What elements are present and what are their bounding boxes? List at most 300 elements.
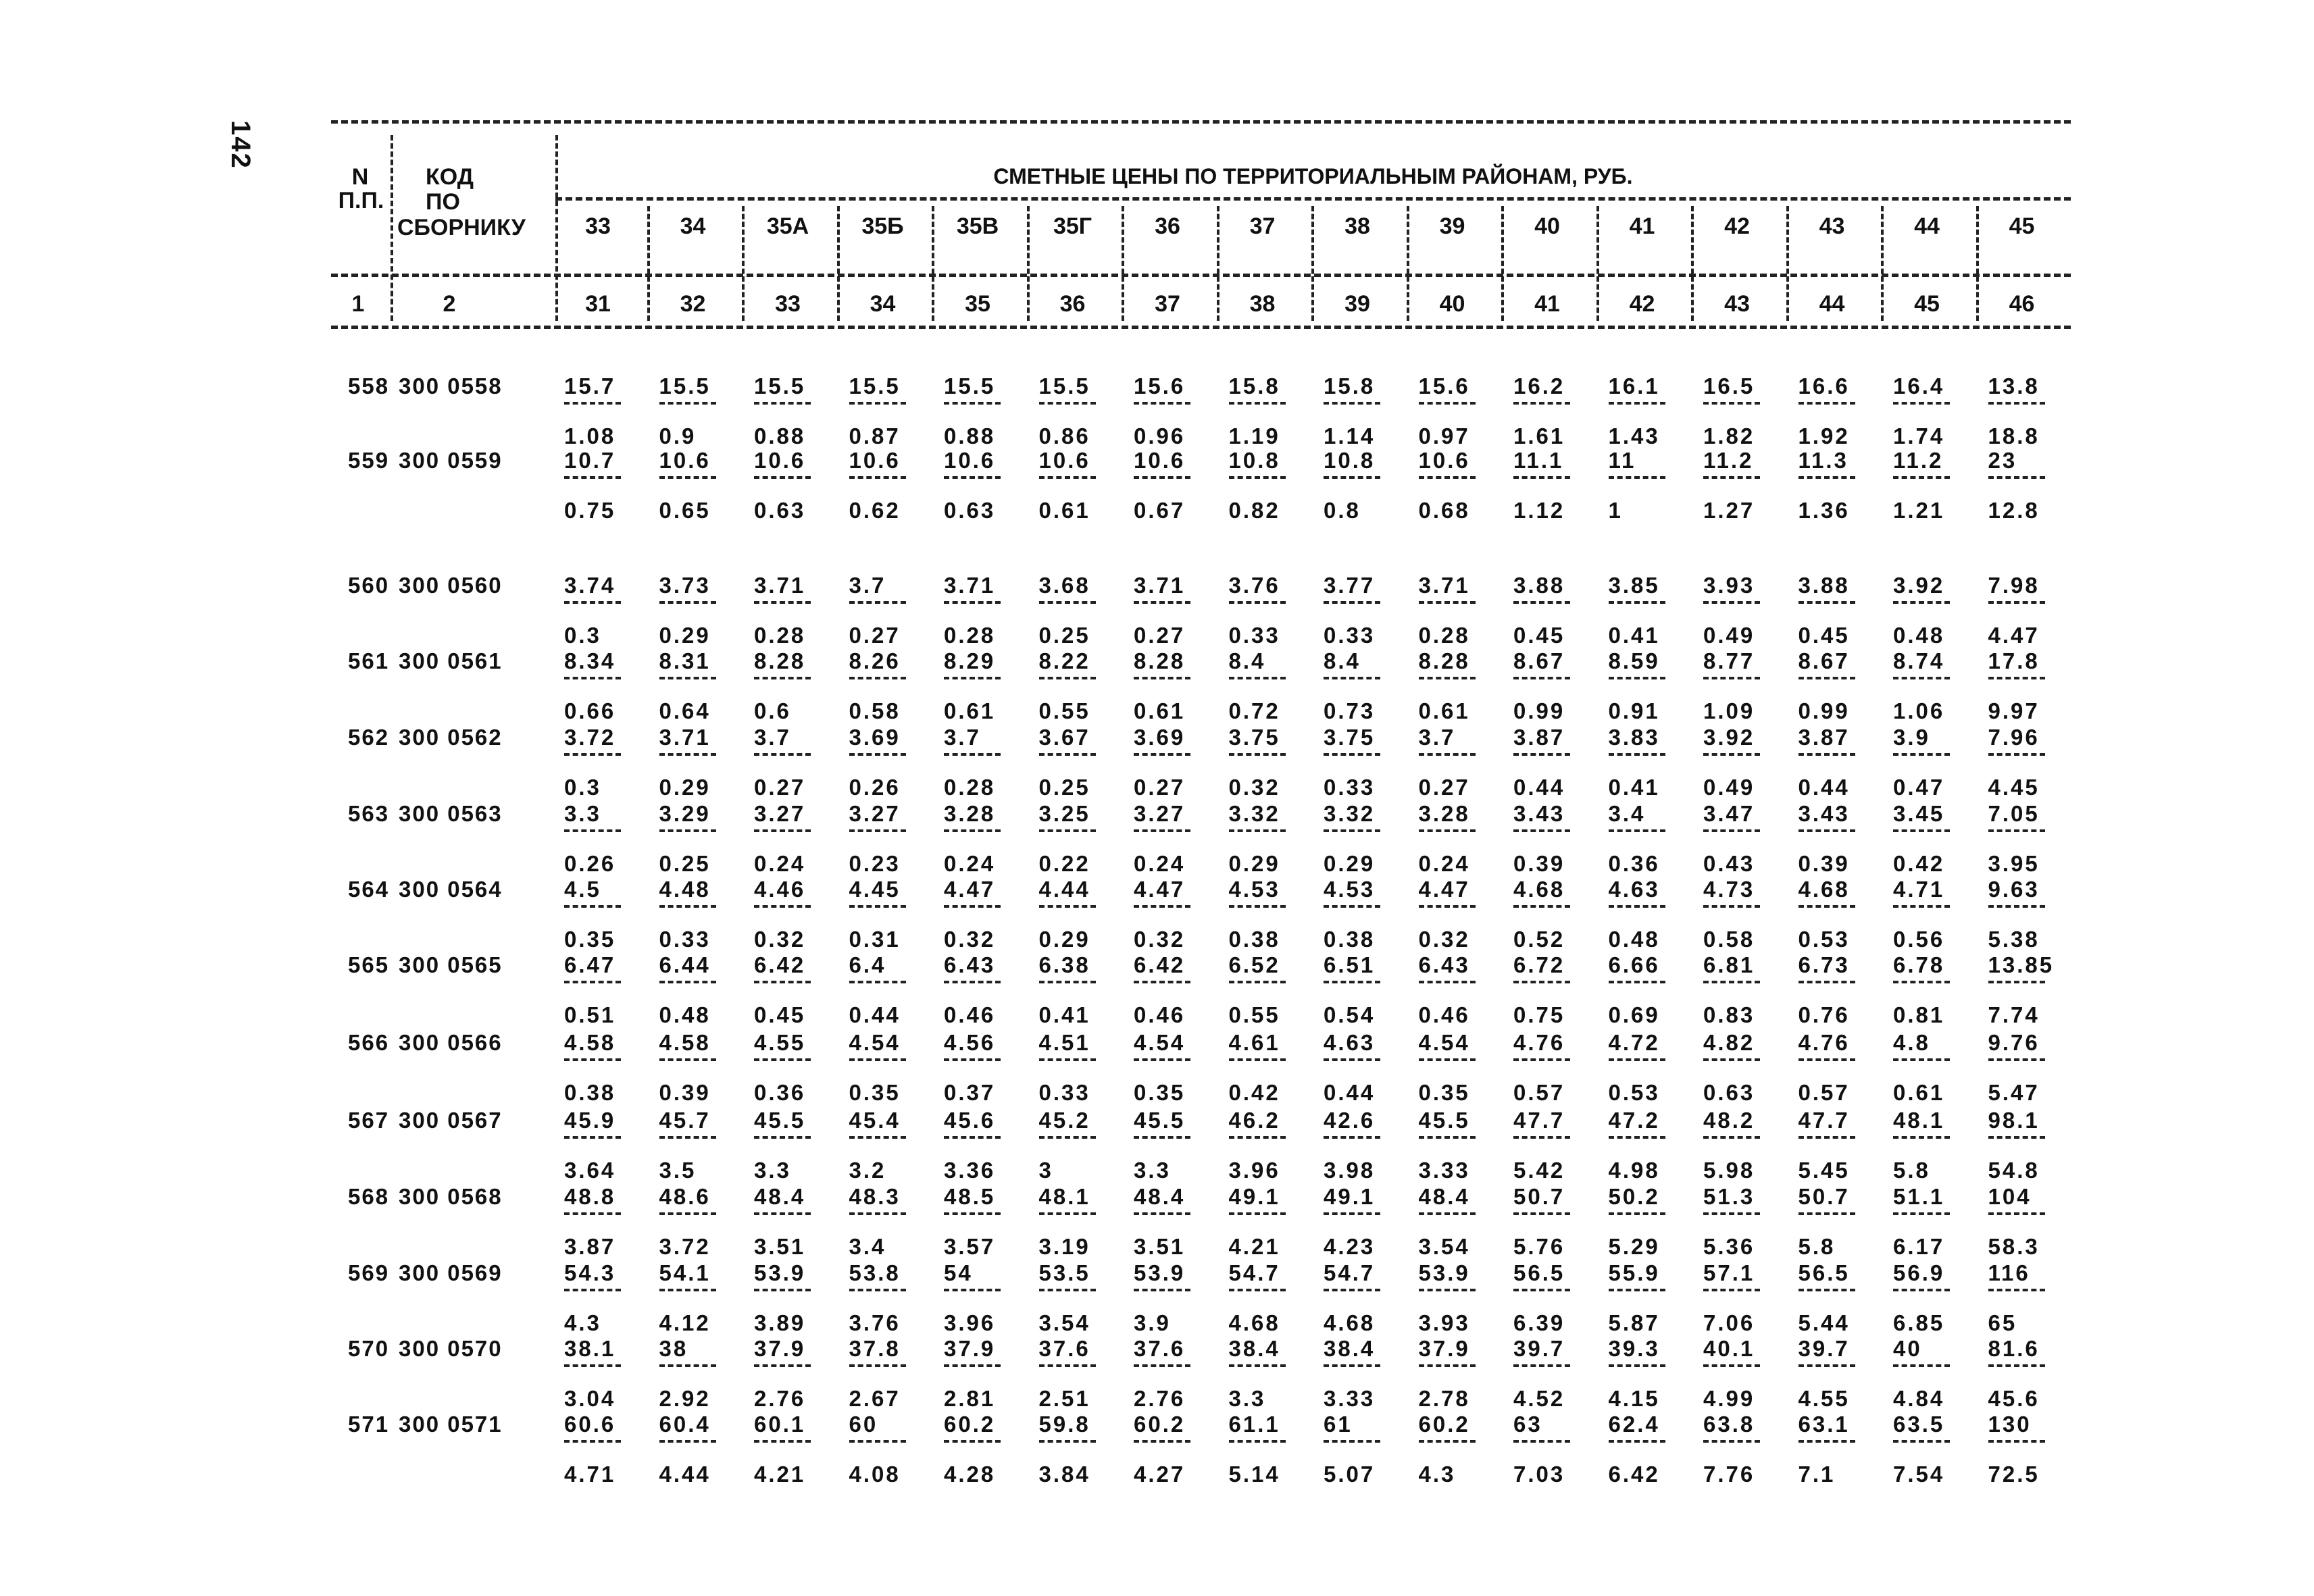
fraction-dash <box>1134 1289 1190 1291</box>
price-value: 4.47 <box>1418 877 1470 902</box>
fraction-dash <box>564 905 621 908</box>
fraction-dash <box>944 829 1001 832</box>
header-region-1: 34 <box>680 213 706 239</box>
fraction-dash <box>944 402 1001 405</box>
price-value-secondary: 0.29 <box>1228 851 1280 876</box>
fraction-dash <box>1419 1212 1476 1215</box>
fraction-dash <box>1324 1364 1380 1367</box>
price-value: 16.2 <box>1513 374 1565 398</box>
fraction-dash <box>1513 677 1570 679</box>
price-value: 38 <box>659 1336 688 1361</box>
price-value-secondary: 45.6 <box>1988 1386 2040 1411</box>
fraction-dash <box>944 476 1001 479</box>
price-value: 3.7 <box>944 725 981 750</box>
fraction-dash <box>944 677 1001 679</box>
fraction-dash <box>659 1364 716 1367</box>
price-value: 3.67 <box>1038 725 1090 750</box>
price-value: 3.68 <box>1038 573 1090 598</box>
price-value-secondary: 0.26 <box>849 775 901 800</box>
price-value: 4.54 <box>1418 1030 1470 1055</box>
region-separator <box>1027 206 1030 321</box>
fraction-dash <box>1039 476 1096 479</box>
price-value: 48.3 <box>849 1184 901 1209</box>
price-value: 3.76 <box>1228 573 1280 598</box>
header-col-n2: П.П. <box>338 188 384 213</box>
price-value-secondary: 0.49 <box>1703 775 1755 800</box>
price-value-secondary: 0.33 <box>1228 623 1280 648</box>
header-region-15: 45 <box>2009 213 2035 239</box>
price-value: 45.7 <box>659 1108 711 1133</box>
price-value: 3.71 <box>659 725 711 750</box>
price-value-secondary: 0.97 <box>1418 423 1470 448</box>
price-value: 3.93 <box>1703 573 1755 598</box>
price-value-secondary: 0.47 <box>1893 775 1945 800</box>
header-separator <box>391 135 393 321</box>
fraction-dash <box>1799 1058 1855 1061</box>
price-value: 8.59 <box>1608 648 1660 673</box>
price-value: 11.2 <box>1703 448 1754 473</box>
price-value: 10.8 <box>1228 448 1280 473</box>
column-number-4: 33 <box>775 291 801 317</box>
price-value: 4.58 <box>659 1030 711 1055</box>
fraction-dash <box>659 981 716 983</box>
price-value: 3.32 <box>1228 801 1280 826</box>
price-value-secondary: 5.76 <box>1513 1234 1565 1259</box>
price-value-secondary: 2.78 <box>1418 1386 1470 1411</box>
price-value-secondary: 1.09 <box>1703 698 1755 723</box>
fraction-dash <box>659 601 716 604</box>
price-value-secondary: 0.38 <box>564 1080 616 1105</box>
price-value: 48.4 <box>1134 1184 1186 1209</box>
price-value-secondary: 4.21 <box>754 1462 806 1487</box>
price-value-secondary: 0.72 <box>1228 698 1280 723</box>
fraction-dash <box>1134 677 1190 679</box>
price-value: 13.85 <box>1988 952 2055 977</box>
fraction-dash <box>1799 402 1855 405</box>
row-code: 300 0564 <box>399 877 503 902</box>
price-value: 48.4 <box>1418 1184 1470 1209</box>
row-number: 563 <box>348 801 390 826</box>
fraction-dash <box>754 677 811 679</box>
fraction-dash <box>1419 829 1476 832</box>
fraction-dash <box>1419 1058 1476 1061</box>
price-value: 81.6 <box>1988 1336 2040 1361</box>
fraction-dash <box>1609 1212 1665 1215</box>
fraction-dash <box>1799 829 1855 832</box>
price-value: 4.61 <box>1228 1030 1280 1055</box>
price-value: 37.6 <box>1038 1336 1090 1361</box>
column-number-7: 36 <box>1059 291 1086 317</box>
price-value-secondary: 0.48 <box>1893 623 1945 648</box>
fraction-dash <box>1039 1058 1096 1061</box>
row-code: 300 0559 <box>399 448 503 473</box>
fraction-dash <box>1513 1289 1570 1291</box>
fraction-dash <box>1134 1136 1190 1139</box>
price-value-secondary: 4.08 <box>849 1462 901 1487</box>
fraction-dash <box>1609 601 1665 604</box>
fraction-dash <box>1703 1289 1760 1291</box>
price-value-secondary: 1.92 <box>1798 423 1850 448</box>
fraction-dash <box>1039 981 1096 983</box>
fraction-dash <box>1134 829 1190 832</box>
fraction-dash <box>1893 677 1950 679</box>
price-value-secondary: 0.35 <box>1418 1080 1470 1105</box>
fraction-dash <box>1324 1289 1380 1291</box>
price-value-secondary: 0.22 <box>1038 851 1090 876</box>
price-value-secondary: 0.62 <box>849 498 901 523</box>
fraction-dash <box>1134 753 1190 756</box>
fraction-dash <box>1703 905 1760 908</box>
price-value-secondary: 0.88 <box>944 423 996 448</box>
price-value: 4.54 <box>1134 1030 1186 1055</box>
fraction-dash <box>1419 677 1476 679</box>
price-value: 15.5 <box>659 374 711 398</box>
price-value: 6.51 <box>1324 952 1376 977</box>
fraction-dash <box>1988 753 2045 756</box>
fraction-dash <box>1703 1212 1760 1215</box>
price-value-secondary: 4.21 <box>1228 1234 1280 1259</box>
fraction-dash <box>564 1364 621 1367</box>
fraction-dash <box>1324 981 1380 983</box>
price-value-secondary: 7.76 <box>1703 1462 1755 1487</box>
fraction-dash <box>1229 601 1286 604</box>
price-value-secondary: 4.71 <box>564 1462 616 1487</box>
price-value-secondary: 0.23 <box>849 851 901 876</box>
price-value-secondary: 0.37 <box>944 1080 996 1105</box>
header-col-code-2: ПО <box>426 189 460 215</box>
price-value-secondary: 3.87 <box>564 1234 616 1259</box>
price-value: 6.42 <box>754 952 806 977</box>
fraction-dash <box>564 476 621 479</box>
fraction-dash <box>849 1212 906 1215</box>
fraction-dash <box>1609 1364 1665 1367</box>
fraction-dash <box>1703 1058 1760 1061</box>
price-value-secondary: 0.56 <box>1893 927 1945 952</box>
fraction-dash <box>1609 1058 1665 1061</box>
price-value: 8.22 <box>1038 648 1090 673</box>
price-value: 16.4 <box>1893 374 1945 398</box>
header-region-13: 43 <box>1819 213 1845 239</box>
fraction-dash <box>1513 1440 1570 1443</box>
price-value: 4.5 <box>564 877 601 902</box>
fraction-dash <box>1893 905 1950 908</box>
fraction-dash <box>1609 1289 1665 1291</box>
price-value: 15.5 <box>754 374 806 398</box>
fraction-dash <box>1703 402 1760 405</box>
price-value-secondary: 54.8 <box>1988 1158 2040 1183</box>
price-value: 3.9 <box>1893 725 1930 750</box>
price-value-secondary: 3.95 <box>1988 851 2040 876</box>
region-separator <box>1976 206 1979 321</box>
price-value: 48.4 <box>754 1184 806 1209</box>
header-region-9: 39 <box>1439 213 1465 239</box>
price-value: 3.27 <box>754 801 806 826</box>
price-value: 4.51 <box>1038 1030 1090 1055</box>
price-value: 15.5 <box>944 374 996 398</box>
price-value: 60.6 <box>564 1412 616 1437</box>
price-value: 4.76 <box>1798 1030 1850 1055</box>
price-value: 37.9 <box>1418 1336 1470 1361</box>
fraction-dash <box>1893 476 1950 479</box>
price-value-secondary: 0.41 <box>1608 623 1660 648</box>
fraction-dash <box>849 905 906 908</box>
column-number-6: 35 <box>965 291 990 317</box>
price-value-secondary: 1.82 <box>1703 423 1755 448</box>
fraction-dash <box>754 981 811 983</box>
price-value-secondary: 0.28 <box>1418 623 1470 648</box>
price-value-secondary: 5.36 <box>1703 1234 1755 1259</box>
region-separator <box>932 206 934 321</box>
price-value-secondary: 4.3 <box>564 1310 601 1335</box>
price-value-secondary: 0.66 <box>564 698 616 723</box>
price-value: 45.4 <box>849 1108 901 1133</box>
price-value-secondary: 3.4 <box>849 1234 886 1259</box>
price-value-secondary: 65 <box>1988 1310 2017 1335</box>
fraction-dash <box>564 1136 621 1139</box>
fraction-dash <box>1324 1136 1380 1139</box>
row-code: 300 0566 <box>399 1030 503 1055</box>
price-value: 53.8 <box>849 1260 901 1285</box>
row-number: 569 <box>348 1260 390 1285</box>
price-value: 4.54 <box>849 1030 901 1055</box>
price-value: 9.63 <box>1988 877 2040 902</box>
price-value: 6.81 <box>1703 952 1755 977</box>
price-value-secondary: 7.1 <box>1798 1462 1836 1487</box>
price-value: 3.83 <box>1608 725 1660 750</box>
fraction-dash <box>1799 1289 1855 1291</box>
price-value-secondary: 0.76 <box>1798 1002 1850 1027</box>
price-value: 15.5 <box>849 374 901 398</box>
fraction-dash <box>1703 1364 1760 1367</box>
fraction-dash <box>1703 981 1760 983</box>
fraction-dash <box>1988 476 2045 479</box>
fraction-dash <box>1609 1136 1665 1139</box>
price-value: 37.8 <box>849 1336 901 1361</box>
fraction-dash <box>564 753 621 756</box>
fraction-dash <box>1229 1440 1286 1443</box>
price-value: 4.55 <box>754 1030 806 1055</box>
fraction-dash <box>1893 1212 1950 1215</box>
price-value-secondary: 0.28 <box>944 623 996 648</box>
fraction-dash <box>659 1136 716 1139</box>
price-value: 11 <box>1608 448 1636 473</box>
region-separator <box>837 206 840 321</box>
price-value-secondary: 3.5 <box>659 1158 697 1183</box>
fraction-dash <box>849 402 906 405</box>
price-value: 3.43 <box>1513 801 1565 826</box>
price-value-secondary: 0.31 <box>849 927 901 952</box>
header-region-11: 41 <box>1629 213 1655 239</box>
price-value: 60.2 <box>1134 1412 1186 1437</box>
fraction-dash <box>659 905 716 908</box>
fraction-dash <box>1893 829 1950 832</box>
fraction-dash <box>1324 677 1380 679</box>
price-value-secondary: 0.61 <box>1038 498 1090 523</box>
fraction-dash <box>1229 1289 1286 1291</box>
price-value: 3.87 <box>1513 725 1565 750</box>
fraction-dash <box>1419 1364 1476 1367</box>
column-number-15: 44 <box>1819 291 1845 317</box>
price-value-secondary: 0.24 <box>1418 851 1470 876</box>
fraction-dash <box>1039 1440 1096 1443</box>
fraction-dash <box>754 476 811 479</box>
price-value: 16.5 <box>1703 374 1755 398</box>
fraction-dash <box>754 1289 811 1291</box>
price-value-secondary: 3 <box>1038 1158 1053 1183</box>
price-value-secondary: 3.76 <box>849 1310 901 1335</box>
price-value-secondary: 5.8 <box>1798 1234 1836 1259</box>
price-value-secondary: 0.35 <box>849 1080 901 1105</box>
price-value: 4.82 <box>1703 1030 1755 1055</box>
price-value-secondary: 0.46 <box>1418 1002 1470 1027</box>
header-mid-rule <box>331 274 2071 277</box>
fraction-dash <box>1988 1136 2045 1139</box>
price-value: 4.8 <box>1893 1030 1930 1055</box>
price-value-secondary: 4.47 <box>1988 623 2040 648</box>
price-value: 23 <box>1988 448 2017 473</box>
price-value: 8.34 <box>564 648 616 673</box>
price-value: 6.38 <box>1038 952 1090 977</box>
fraction-dash <box>659 402 716 405</box>
fraction-dash <box>1513 981 1570 983</box>
fraction-dash <box>1134 981 1190 983</box>
fraction-dash <box>944 753 1001 756</box>
fraction-dash <box>1513 601 1570 604</box>
price-value-secondary: 0.41 <box>1038 1002 1090 1027</box>
price-value-secondary: 0.45 <box>1513 623 1565 648</box>
price-value: 4.46 <box>754 877 806 902</box>
price-value-secondary: 0.88 <box>754 423 806 448</box>
price-value-secondary: 5.44 <box>1798 1310 1850 1335</box>
fraction-dash <box>754 1058 811 1061</box>
price-value: 47.7 <box>1513 1108 1565 1133</box>
price-value: 9.76 <box>1988 1030 2040 1055</box>
header-region-4: 35В <box>956 213 999 239</box>
price-value-secondary: 0.26 <box>564 851 616 876</box>
fraction-dash <box>1988 829 2045 832</box>
price-value-secondary: 0.27 <box>754 775 806 800</box>
price-value-secondary: 0.27 <box>849 623 901 648</box>
price-value: 3.7 <box>1418 725 1456 750</box>
price-value: 15.7 <box>564 374 616 398</box>
price-value-secondary: 4.45 <box>1988 775 2040 800</box>
price-value-secondary: 0.24 <box>1134 851 1186 876</box>
fraction-dash <box>1324 829 1380 832</box>
region-separator <box>1691 206 1694 321</box>
fraction-dash <box>1419 981 1476 983</box>
price-value-secondary: 0.99 <box>1513 698 1565 723</box>
fraction-dash <box>564 1212 621 1215</box>
fraction-dash <box>1893 1058 1950 1061</box>
price-value-secondary: 0.57 <box>1798 1080 1850 1105</box>
price-value: 4.53 <box>1324 877 1376 902</box>
fraction-dash <box>754 402 811 405</box>
fraction-dash <box>564 1058 621 1061</box>
fraction-dash <box>1134 476 1190 479</box>
fraction-dash <box>1419 1136 1476 1139</box>
fraction-dash <box>944 1289 1001 1291</box>
price-value: 49.1 <box>1228 1184 1280 1209</box>
price-value: 3.69 <box>1134 725 1186 750</box>
price-value: 39.7 <box>1798 1336 1850 1361</box>
fraction-dash <box>1988 981 2045 983</box>
row-number: 559 <box>348 448 390 473</box>
fraction-dash <box>1229 981 1286 983</box>
price-value: 4.56 <box>944 1030 996 1055</box>
price-value-secondary: 0.44 <box>849 1002 901 1027</box>
row-code: 300 0569 <box>399 1260 503 1285</box>
column-number-1: 2 <box>443 291 456 317</box>
price-value: 37.9 <box>944 1336 996 1361</box>
price-value-secondary: 0.64 <box>659 698 711 723</box>
price-value: 4.47 <box>1134 877 1186 902</box>
price-value: 3.88 <box>1513 573 1565 598</box>
price-value: 7.96 <box>1988 725 2040 750</box>
price-value: 16.1 <box>1608 374 1660 398</box>
price-value-secondary: 0.52 <box>1513 927 1565 952</box>
fraction-dash <box>1988 1364 2045 1367</box>
price-value: 8.28 <box>1418 648 1470 673</box>
price-value-secondary: 3.3 <box>754 1158 791 1183</box>
price-value-secondary: 0.27 <box>1134 623 1186 648</box>
price-value: 53.9 <box>1418 1260 1470 1285</box>
price-value-secondary: 3.19 <box>1038 1234 1090 1259</box>
fraction-dash <box>1799 1440 1855 1443</box>
row-number: 558 <box>348 374 390 398</box>
price-value-secondary: 3.3 <box>1228 1386 1266 1411</box>
fraction-dash <box>1799 753 1855 756</box>
price-value-secondary: 6.85 <box>1893 1310 1945 1335</box>
price-value-secondary: 3.57 <box>944 1234 996 1259</box>
column-number-5: 34 <box>870 291 896 317</box>
price-value-secondary: 0.63 <box>944 498 996 523</box>
price-value-secondary: 1.27 <box>1703 498 1755 523</box>
fraction-dash <box>659 476 716 479</box>
fraction-dash <box>1134 1058 1190 1061</box>
header-top-rule <box>331 120 2071 124</box>
price-value-secondary: 0.45 <box>1798 623 1850 648</box>
price-value-secondary: 0.6 <box>754 698 791 723</box>
price-value: 10.6 <box>849 448 901 473</box>
fraction-dash <box>1893 753 1950 756</box>
price-value: 53.9 <box>754 1260 806 1285</box>
fraction-dash <box>1324 905 1380 908</box>
price-value-secondary: 0.39 <box>659 1080 711 1105</box>
header-region-8: 38 <box>1344 213 1370 239</box>
price-value: 8.31 <box>659 648 711 673</box>
fraction-dash <box>1324 402 1380 405</box>
price-value-secondary: 0.42 <box>1228 1080 1280 1105</box>
price-value-secondary: 3.96 <box>944 1310 996 1335</box>
fraction-dash <box>1703 677 1760 679</box>
region-separator <box>1407 206 1409 321</box>
region-separator <box>1122 206 1124 321</box>
price-value-secondary: 4.27 <box>1134 1462 1186 1487</box>
price-value: 51.1 <box>1893 1184 1945 1209</box>
price-value: 8.77 <box>1703 648 1755 673</box>
column-number-2: 31 <box>585 291 611 317</box>
fraction-dash <box>564 1440 621 1443</box>
fraction-dash <box>1988 1289 2045 1291</box>
fraction-dash <box>1229 677 1286 679</box>
price-value: 104 <box>1988 1184 2032 1209</box>
price-value: 3.27 <box>849 801 901 826</box>
price-value: 50.2 <box>1608 1184 1660 1209</box>
fraction-dash <box>944 1136 1001 1139</box>
price-value-secondary: 0.55 <box>1228 1002 1280 1027</box>
price-value: 40 <box>1893 1336 1922 1361</box>
price-value-secondary: 0.44 <box>1513 775 1565 800</box>
